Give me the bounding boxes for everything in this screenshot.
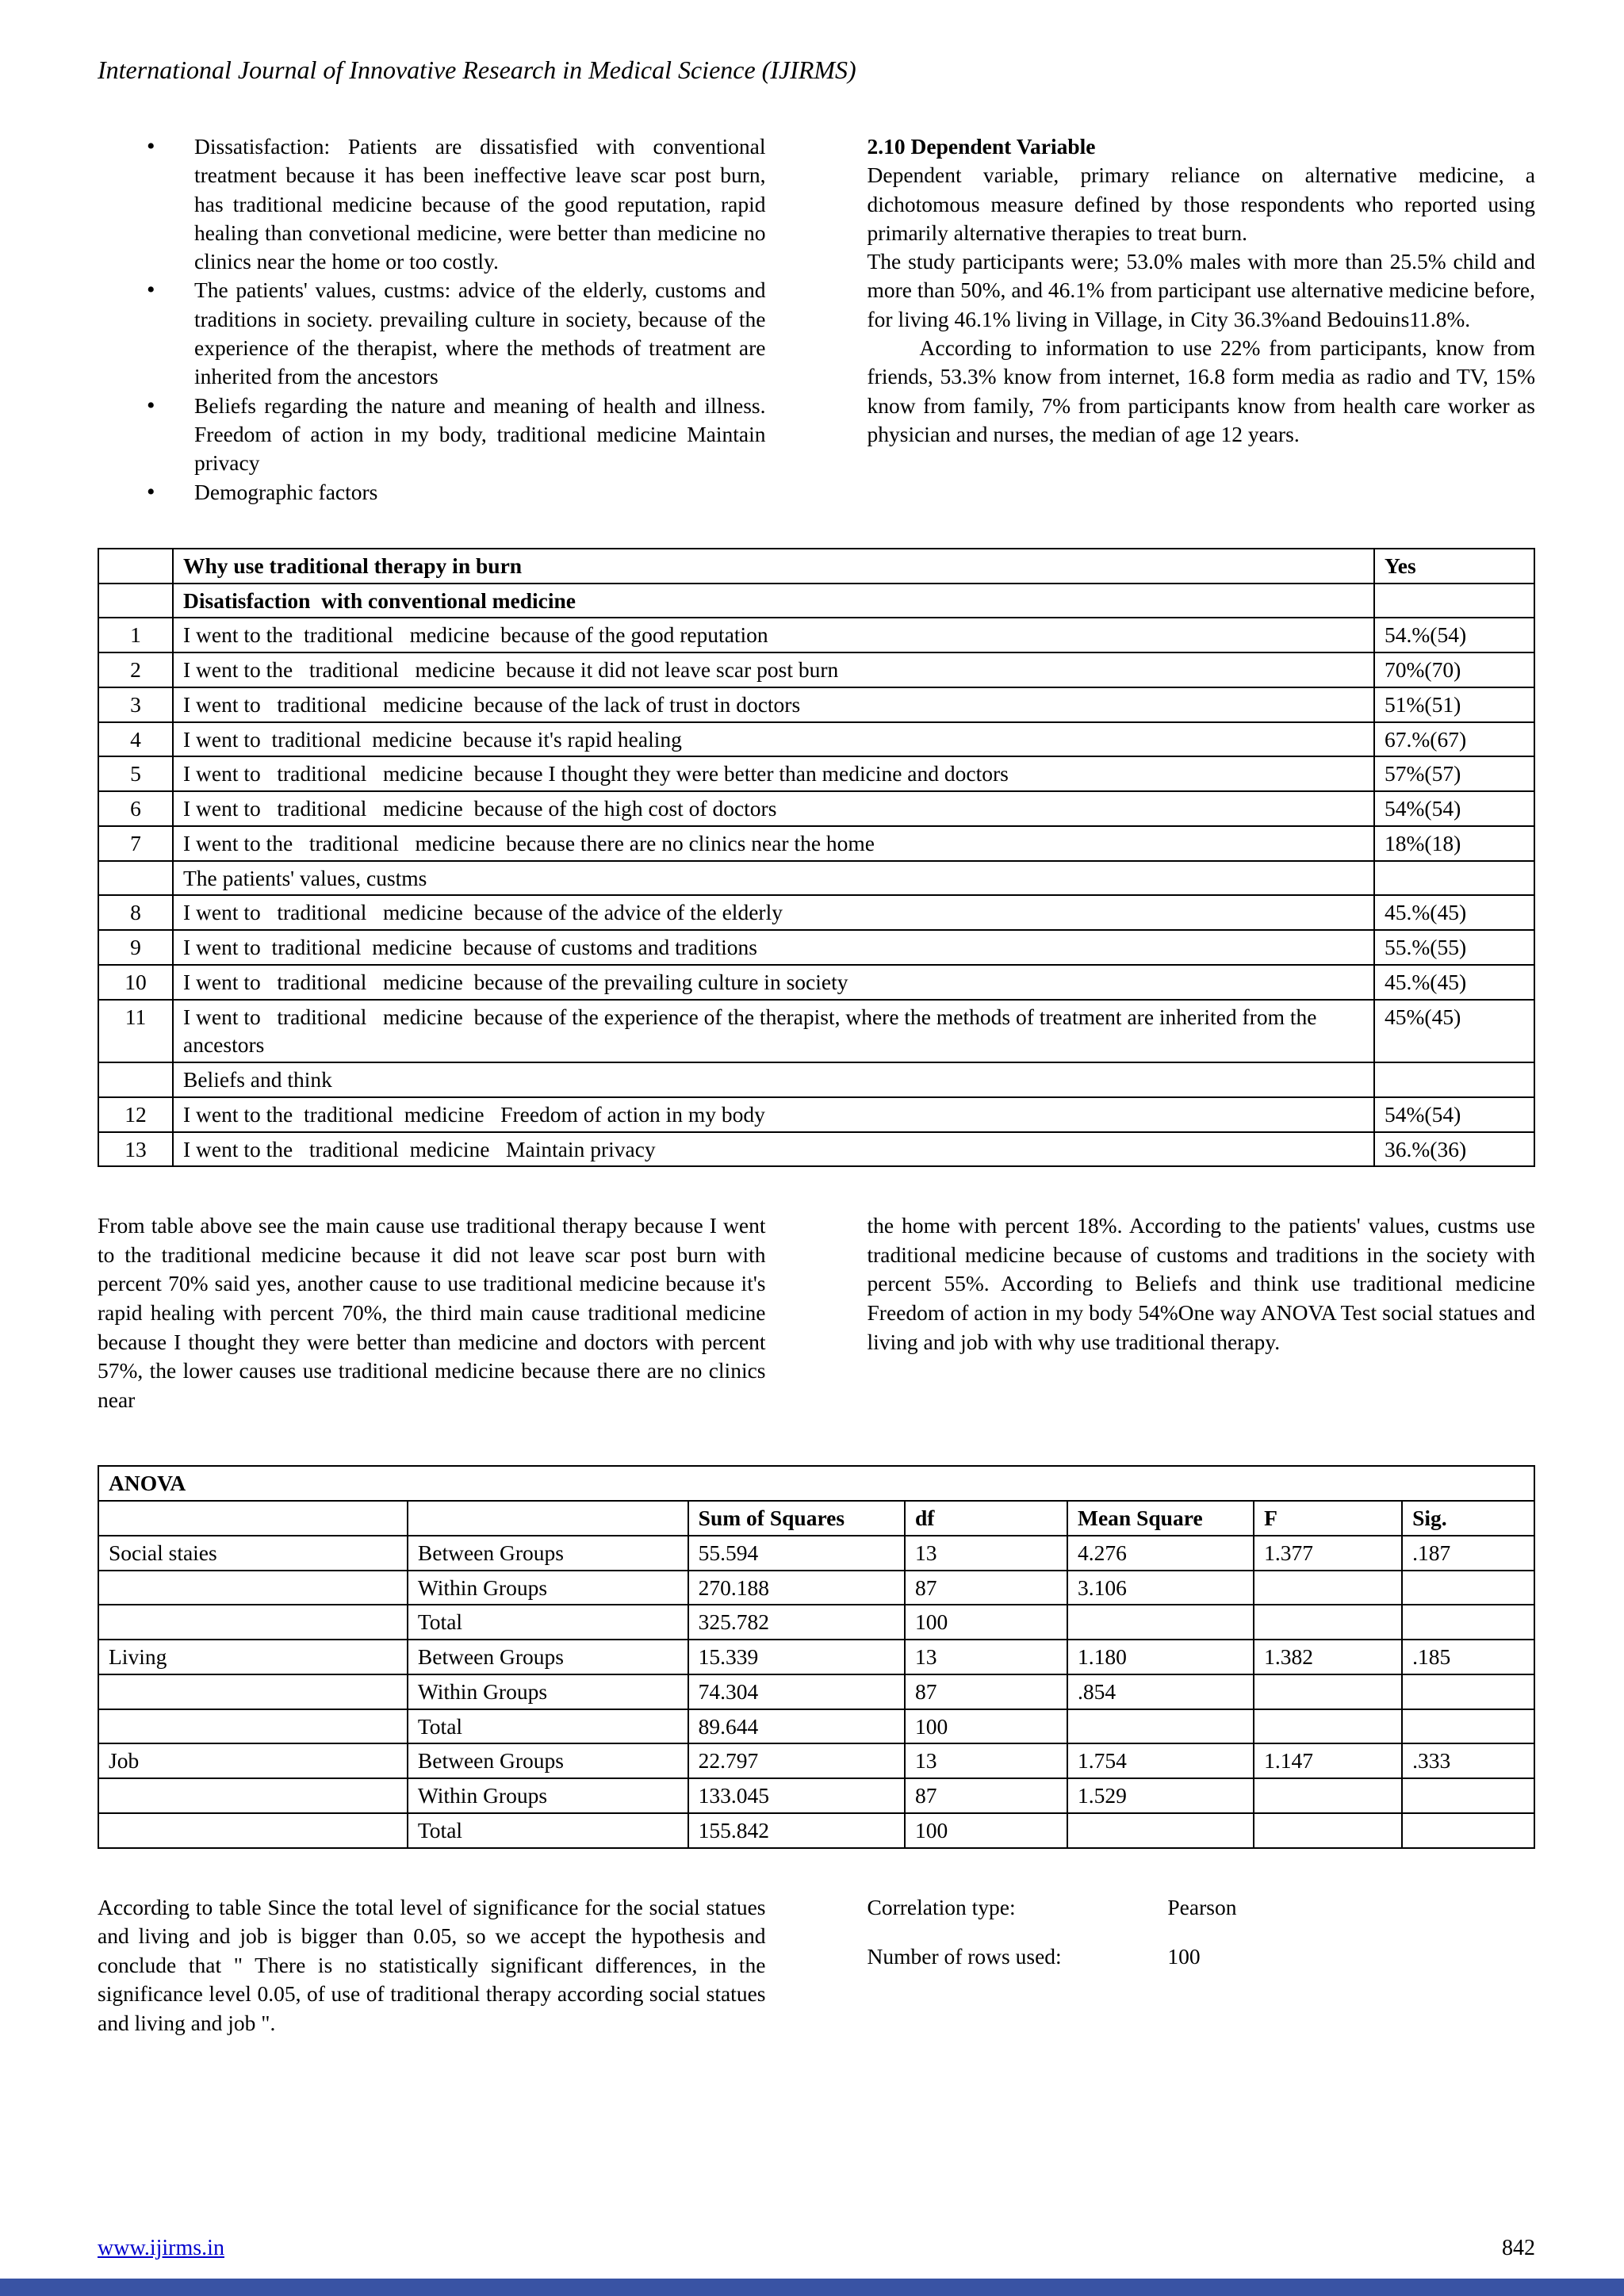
number-of-rows-row xyxy=(868,1942,1536,1972)
page-number: 842 xyxy=(1502,2236,1535,2260)
number-of-rows-label: Number of rows used: xyxy=(867,1944,1062,1969)
anova-row-ms-cell xyxy=(1067,1813,1254,1848)
why-table-row-yes-cell: 18%(18) xyxy=(1374,826,1534,861)
anova-row-df-cell: 87 xyxy=(905,1571,1067,1605)
anova-header-row xyxy=(98,1501,1534,1536)
why-table-row xyxy=(98,652,1534,687)
anova-row xyxy=(98,1778,1534,1813)
anova-row xyxy=(98,1536,1534,1571)
why-table-row xyxy=(98,722,1534,757)
dependent-variable-paragraph-3: According to information to use 22% from participants, know from friends, 53.3% know from internet, 16.8 form media as radio and TV, 15% know from family, 7% from participants know from health care worker as physician and nurses, the median of age 12 years. xyxy=(867,335,1535,446)
why-table-row xyxy=(98,756,1534,791)
why-table-row-num-cell: 1 xyxy=(98,618,173,652)
bullet-item-demographic: • Demographic factors xyxy=(98,478,766,507)
correlation-type-value: Pearson xyxy=(1167,1894,1237,1919)
dependent-variable-paragraph-2: The study participants were; 53.0% males with more than 25.5% child and more than 50%, and 46.1% from participant use alternative medicine before, for living 46.1% living in Village, in City 36.3%and Bedouins11.8%. xyxy=(867,249,1535,331)
why-table-row-num-cell: 10 xyxy=(98,965,173,1000)
anova-row-df-cell: 100 xyxy=(905,1813,1067,1848)
why-table-row xyxy=(98,1097,1534,1132)
anova-row-f-cell xyxy=(1254,1674,1402,1709)
anova-title: ANOVA xyxy=(98,1466,1534,1501)
why-table-row-num-cell: 5 xyxy=(98,756,173,791)
anova-row-label-cell: Total xyxy=(408,1709,688,1744)
why-table-row xyxy=(98,791,1534,826)
anova-row-label-cell: Total xyxy=(408,1813,688,1848)
anova-row xyxy=(98,1571,1534,1605)
anova-row-sig-cell: .185 xyxy=(1402,1640,1534,1674)
why-table-row-num-cell: 12 xyxy=(98,1097,173,1132)
anova-row-ms-cell: 1.180 xyxy=(1067,1640,1254,1674)
why-table-row-num-cell: 4 xyxy=(98,722,173,757)
anova-row-ms-cell xyxy=(1067,1709,1254,1744)
anova-row-sig-cell xyxy=(1402,1605,1534,1640)
conclusion-paragraph: According to table Since the total level of significance for the social statues and living and job is bigger than 0.05, so we accept the hypothesis and conclude that " There is no statistically significant differences, in the significance level 0.05, of use of traditional therapy according social statues and living and job ". xyxy=(98,1894,766,2035)
why-table-row-text-cell: I went to traditional medicine because it's rapid healing xyxy=(173,722,1374,757)
anova-row-ss-cell: 89.644 xyxy=(688,1709,905,1744)
anova-row-group-cell xyxy=(98,1709,408,1744)
why-table-row-text-cell: I went to traditional medicine because of the advice of the elderly xyxy=(173,895,1374,930)
anova-row xyxy=(98,1605,1534,1640)
anova-row-df-cell: 87 xyxy=(905,1674,1067,1709)
why-table-row-text-cell: Disatisfaction with conventional medicine xyxy=(173,584,1374,618)
why-table-row xyxy=(98,549,1534,584)
number-of-rows-value: 100 xyxy=(1167,1944,1201,1969)
why-table-row-text-cell: The patients' values, custms xyxy=(173,861,1374,896)
why-table-row-num-cell xyxy=(98,1062,173,1097)
anova-row-sig-cell: .187 xyxy=(1402,1536,1534,1571)
bullet-item-beliefs: • Beliefs regarding the nature and meaning of health and illness. Freedom of action in my body, traditional medicine Maintain privacy xyxy=(98,392,766,478)
why-table-row-num-cell xyxy=(98,584,173,618)
anova-row-f-cell: 1.147 xyxy=(1254,1743,1402,1778)
anova-row-df-cell: 13 xyxy=(905,1743,1067,1778)
conclusion-section xyxy=(98,1893,1535,2038)
why-table-row xyxy=(98,965,1534,1000)
anova-row xyxy=(98,1709,1534,1744)
bottom-bar xyxy=(0,2279,1624,2296)
why-table-row-yes-cell: 54%(54) xyxy=(1374,791,1534,826)
anova-row-df-cell: 87 xyxy=(905,1778,1067,1813)
anova-row-sig-cell xyxy=(1402,1674,1534,1709)
why-table-row-yes-cell: 51%(51) xyxy=(1374,687,1534,722)
anova-row-ss-cell: 15.339 xyxy=(688,1640,905,1674)
anova-row-group-cell: Living xyxy=(98,1640,408,1674)
why-table-row-num-cell xyxy=(98,549,173,584)
anova-row-label-cell: Within Groups xyxy=(408,1571,688,1605)
anova-row-f-cell xyxy=(1254,1778,1402,1813)
anova-row-f-cell xyxy=(1254,1605,1402,1640)
anova-row-f-cell xyxy=(1254,1813,1402,1848)
why-table-row-yes-cell xyxy=(1374,1062,1534,1097)
why-table-row-text-cell: I went to the traditional medicine because there are no clinics near the home xyxy=(173,826,1374,861)
why-table-row xyxy=(98,930,1534,965)
anova-row-df-cell: 13 xyxy=(905,1640,1067,1674)
anova-row-df-cell: 100 xyxy=(905,1709,1067,1744)
anova-header-sig: Sig. xyxy=(1402,1501,1534,1536)
anova-row-label-cell: Within Groups xyxy=(408,1674,688,1709)
anova-row-ms-cell: .854 xyxy=(1067,1674,1254,1709)
anova-row-group-cell xyxy=(98,1674,408,1709)
anova-title-row xyxy=(98,1466,1534,1501)
anova-row-f-cell xyxy=(1254,1709,1402,1744)
anova-row-ss-cell: 22.797 xyxy=(688,1743,905,1778)
anova-header-f: F xyxy=(1254,1501,1402,1536)
section-heading-dependent-variable: 2.10 Dependent Variable xyxy=(867,134,1096,159)
anova-row-sig-cell xyxy=(1402,1813,1534,1848)
anova-row-group-cell xyxy=(98,1778,408,1813)
why-table-row-num-cell xyxy=(98,861,173,896)
bullet-list xyxy=(98,132,766,507)
why-table-row-yes-cell: 54%(54) xyxy=(1374,1097,1534,1132)
discussion-right-paragraph: the home with percent 18%. According to the patients' values, custms use traditional medicine because of customs and traditions in the society with percent 55%. According to Beliefs and think use traditional medicine Freedom of action in my body 54%One way ANOVA Test social statues and living and job with why use traditional therapy. xyxy=(867,1213,1535,1354)
anova-row-ss-cell: 74.304 xyxy=(688,1674,905,1709)
bullet-item-dissatisfaction: • Dissatisfaction: Patients are dissatisfied with conventional treatment because it has been ineffective leave scar post burn, has traditional medicine because of the good reputation, rapid healing than convetional medicine, were better than medicine no clinics near the home or too costly. xyxy=(98,132,766,276)
why-table-row-text-cell: I went to the traditional medicine because of the good reputation xyxy=(173,618,1374,652)
anova-row-df-cell: 13 xyxy=(905,1536,1067,1571)
why-table-row xyxy=(98,826,1534,861)
dependent-variable-paragraph-1: Dependent variable, primary reliance on alternative medicine, a dichotomous measure defined by those respondents who reported using primarily alternative therapies to treat burn. xyxy=(867,163,1535,245)
anova-row-ms-cell: 3.106 xyxy=(1067,1571,1254,1605)
anova-header-empty-label xyxy=(408,1501,688,1536)
anova-row-ss-cell: 325.782 xyxy=(688,1605,905,1640)
anova-row-sig-cell xyxy=(1402,1778,1534,1813)
correlation-info xyxy=(868,1893,1536,2038)
anova-row-f-cell xyxy=(1254,1571,1402,1605)
anova-row-sig-cell xyxy=(1402,1571,1534,1605)
anova-row xyxy=(98,1813,1534,1848)
why-table-row-text-cell: I went to traditional medicine because of the high cost of doctors xyxy=(173,791,1374,826)
why-table-row-yes-cell: 57%(57) xyxy=(1374,756,1534,791)
why-table-row xyxy=(98,1132,1534,1167)
anova-row xyxy=(98,1743,1534,1778)
anova-row-f-cell: 1.377 xyxy=(1254,1536,1402,1571)
journal-title: International Journal of Innovative Research in Medical Science (IJIRMS) xyxy=(98,55,856,84)
why-table-row-text-cell: I went to traditional medicine because of the prevailing culture in society xyxy=(173,965,1374,1000)
page-footer xyxy=(98,2236,1535,2261)
why-table-row-text-cell: Why use traditional therapy in burn xyxy=(173,549,1374,584)
why-table-row-yes-cell: 45%(45) xyxy=(1374,1000,1534,1063)
correlation-type-row xyxy=(868,1893,1536,1923)
anova-row xyxy=(98,1674,1534,1709)
intro-left-column xyxy=(98,132,766,507)
anova-row-ss-cell: 55.594 xyxy=(688,1536,905,1571)
why-use-traditional-therapy-table xyxy=(98,548,1535,1168)
anova-row-group-cell: Job xyxy=(98,1743,408,1778)
anova-header-mean-square: Mean Square xyxy=(1067,1501,1254,1536)
why-table-body xyxy=(98,549,1534,1167)
anova-row-group-cell xyxy=(98,1571,408,1605)
anova-row-label-cell: Total xyxy=(408,1605,688,1640)
why-table-row xyxy=(98,618,1534,652)
anova-row-ms-cell: 1.754 xyxy=(1067,1743,1254,1778)
why-table-row-text-cell: I went to the traditional medicine Freedom of action in my body xyxy=(173,1097,1374,1132)
anova-row-sig-cell: .333 xyxy=(1402,1743,1534,1778)
why-table-row-text-cell: Beliefs and think xyxy=(173,1062,1374,1097)
why-table-row xyxy=(98,895,1534,930)
anova-row-label-cell: Between Groups xyxy=(408,1743,688,1778)
why-table-row-yes-cell: 55.%(55) xyxy=(1374,930,1534,965)
intro-section xyxy=(98,132,1535,507)
intro-right-column xyxy=(868,132,1536,507)
anova-row-label-cell: Between Groups xyxy=(408,1536,688,1571)
why-table-row xyxy=(98,1000,1534,1063)
anova-row-label-cell: Between Groups xyxy=(408,1640,688,1674)
discussion-section xyxy=(98,1211,1535,1414)
why-table-row-num-cell: 7 xyxy=(98,826,173,861)
anova-row-ms-cell: 1.529 xyxy=(1067,1778,1254,1813)
why-table-row-yes-cell: Yes xyxy=(1374,549,1534,584)
discussion-left-paragraph: From table above see the main cause use traditional therapy because I went to the traditional medicine because it did not leave scar post burn with percent 70% said yes, another cause to use traditional medicine because it's rapid healing with percent 70%, the third main cause traditional medicine because I thought they were better than medicine and doctors with percent 57%, the lower causes use traditional medicine because there are no clinics near xyxy=(98,1213,766,1412)
anova-table-body xyxy=(98,1466,1534,1847)
anova-row-sig-cell xyxy=(1402,1709,1534,1744)
why-table-row-text-cell: I went to the traditional medicine Maintain privacy xyxy=(173,1132,1374,1167)
why-table-row-yes-cell: 67.%(67) xyxy=(1374,722,1534,757)
why-table-row xyxy=(98,584,1534,618)
anova-row-label-cell: Within Groups xyxy=(408,1778,688,1813)
why-table-row-text-cell: I went to traditional medicine because I thought they were better than medicine and doctors xyxy=(173,756,1374,791)
why-table-row xyxy=(98,1062,1534,1097)
why-table-row-num-cell: 9 xyxy=(98,930,173,965)
why-table-row-num-cell: 11 xyxy=(98,1000,173,1063)
anova-row xyxy=(98,1640,1534,1674)
journal-website-link[interactable]: www.ijirms.in xyxy=(98,2236,224,2260)
anova-row-ms-cell xyxy=(1067,1605,1254,1640)
anova-row-group-cell: Social staies xyxy=(98,1536,408,1571)
anova-row-ss-cell: 155.842 xyxy=(688,1813,905,1848)
bullet-item-patients-values: • The patients' values, custms: advice of the elderly, customs and traditions in society. prevailing culture in society, because of the experience of the therapist, where the methods of treatment are inherited from the ancestors xyxy=(98,276,766,391)
anova-header-sum-of-squares: Sum of Squares xyxy=(688,1501,905,1536)
why-table-row-yes-cell xyxy=(1374,861,1534,896)
why-table-row-num-cell: 8 xyxy=(98,895,173,930)
why-table-row-yes-cell: 36.%(36) xyxy=(1374,1132,1534,1167)
why-table-row-text-cell: I went to the traditional medicine because it did not leave scar post burn xyxy=(173,652,1374,687)
anova-row-df-cell: 100 xyxy=(905,1605,1067,1640)
why-table-row-yes-cell: 70%(70) xyxy=(1374,652,1534,687)
why-table-row-yes-cell: 45.%(45) xyxy=(1374,965,1534,1000)
correlation-type-label: Correlation type: xyxy=(867,1894,1016,1919)
why-table-row xyxy=(98,687,1534,722)
why-table-row xyxy=(98,861,1534,896)
why-table-row-text-cell: I went to traditional medicine because of the experience of the therapist, where the methods of treatment are inherited from the ancestors xyxy=(173,1000,1374,1063)
anova-row-ms-cell: 4.276 xyxy=(1067,1536,1254,1571)
why-table-row-num-cell: 2 xyxy=(98,652,173,687)
why-table-row-num-cell: 6 xyxy=(98,791,173,826)
why-table-row-yes-cell: 54.%(54) xyxy=(1374,618,1534,652)
anova-header-empty-group xyxy=(98,1501,408,1536)
why-table-row-text-cell: I went to traditional medicine because of the lack of trust in doctors xyxy=(173,687,1374,722)
why-table-row-yes-cell xyxy=(1374,584,1534,618)
anova-row-group-cell xyxy=(98,1813,408,1848)
why-table-row-yes-cell: 45.%(45) xyxy=(1374,895,1534,930)
anova-table xyxy=(98,1465,1535,1848)
anova-row-ss-cell: 133.045 xyxy=(688,1778,905,1813)
why-table-row-num-cell: 13 xyxy=(98,1132,173,1167)
anova-row-group-cell xyxy=(98,1605,408,1640)
anova-row-f-cell: 1.382 xyxy=(1254,1640,1402,1674)
why-table-row-text-cell: I went to traditional medicine because of customs and traditions xyxy=(173,930,1374,965)
anova-header-df: df xyxy=(905,1501,1067,1536)
why-table-row-num-cell: 3 xyxy=(98,687,173,722)
anova-row-ss-cell: 270.188 xyxy=(688,1571,905,1605)
